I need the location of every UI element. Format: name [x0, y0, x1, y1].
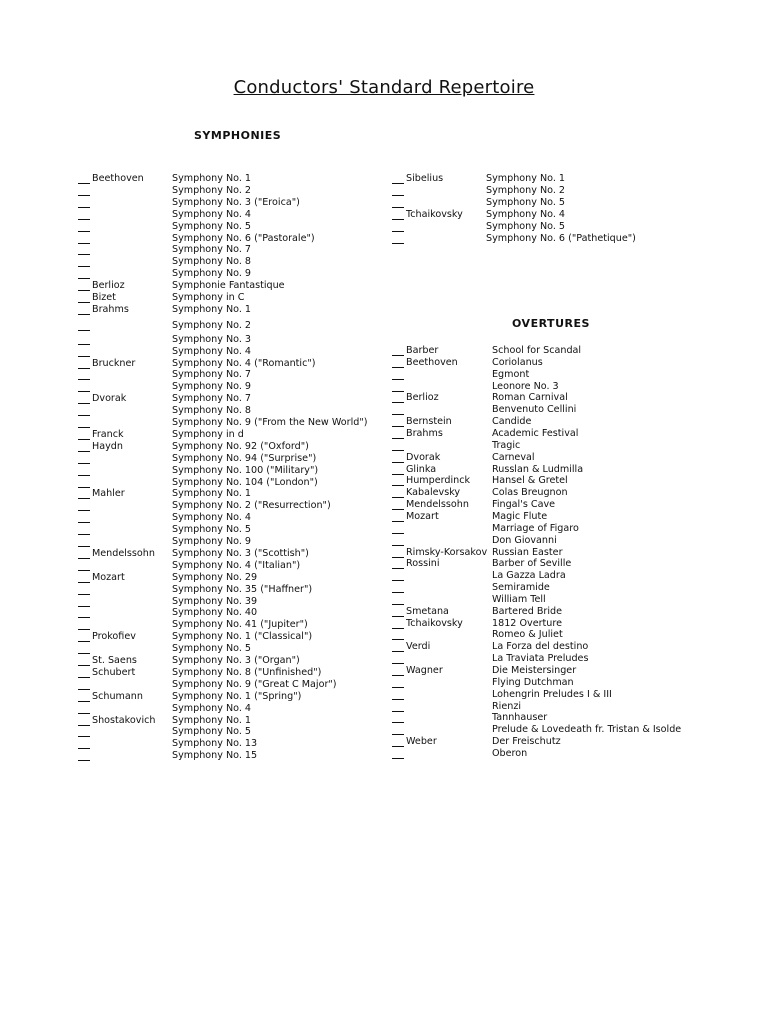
checkoff-blank [78, 760, 90, 761]
work-title: Die Meistersinger [492, 665, 577, 676]
composer-name: Berlioz [406, 392, 439, 404]
checkoff-blank [78, 290, 90, 291]
work-title: Magic Flute [492, 510, 548, 522]
checkoff-blank [392, 509, 404, 510]
work-title: La Forza del destino [492, 641, 589, 653]
checkoff-blank [78, 534, 90, 535]
work-title: Symphony No. 7 [172, 244, 252, 256]
checkoff-blank [392, 355, 404, 356]
checkoff-blank [78, 368, 90, 369]
checkoff-blank [78, 701, 90, 702]
checkoff-blank [392, 462, 404, 463]
checkoff-blank [78, 278, 90, 279]
work-title: Symphony No. 4 ("Romantic") [172, 357, 316, 369]
checkoff-blank [392, 207, 404, 208]
composer-name: Rimsky-Korsakov [406, 546, 488, 558]
work-title: Symphony No. 4 [172, 702, 252, 714]
checkoff-blank [392, 183, 404, 184]
work-title: La Gazza Ladra [492, 570, 566, 582]
checkoff-blank [392, 663, 404, 664]
work-title: Symphony No. 2 [172, 319, 252, 331]
work-title: Symphony No. 4 [172, 345, 252, 357]
composer-name: Bruckner [92, 357, 136, 369]
work-title: Prelude & Lovedeath fr. Tristan & Isolde [492, 724, 682, 736]
composer-name: Dvorak [92, 393, 127, 405]
checkoff-blank [78, 207, 90, 208]
work-title: Symphony No. 8 [172, 256, 252, 268]
work-title: Symphony No. 3 ("Organ") [172, 655, 300, 666]
checkoff-blank [392, 557, 404, 558]
checkoff-blank [78, 510, 90, 511]
composer-name: Glinka [406, 463, 437, 475]
work-title: Symphony No. 5 [486, 220, 566, 232]
work-title: Tannhauser [492, 712, 548, 724]
checkoff-blank [78, 606, 90, 607]
work-title: Symphony No. 4 ("Italian") [172, 559, 301, 571]
work-title: Symphony No. 3 ("Eroica") [172, 196, 300, 208]
work-title: Symphony No. 7 [172, 369, 252, 381]
work-title: Benvenuto Cellini [492, 404, 577, 416]
checkoff-blank [78, 677, 90, 678]
checkoff-blank [78, 243, 90, 244]
composer-name: Shostakovich [92, 714, 156, 726]
work-title: Romeo & Juliet [492, 629, 563, 641]
checkoff-blank [392, 604, 404, 605]
work-title: Coriolanus [492, 356, 543, 368]
work-title: Symphony No. 35 ("Haffner") [172, 583, 313, 595]
checkoff-blank [392, 243, 404, 244]
checkoff-blank [392, 687, 404, 688]
checkoff-blank [392, 545, 404, 546]
work-title: Symphony No. 8 [172, 405, 252, 417]
checkoff-blank [392, 231, 404, 232]
checkoff-blank [78, 415, 90, 416]
work-title: Symphony No. 9 ("From the New World") [172, 417, 368, 428]
work-title: Egmont [492, 368, 530, 380]
composer-name: Tchaikovsky [406, 617, 463, 629]
work-title: Symphony No. 1 [172, 488, 252, 500]
work-title: Symphony No. 104 ("London") [172, 476, 318, 488]
composer-name: Bernstein [406, 416, 452, 428]
checkoff-blank [392, 734, 404, 735]
checkoff-blank [392, 438, 404, 439]
work-title: Symphony No. 2 [486, 184, 566, 196]
work-title: Symphony No. 4 [486, 208, 566, 220]
composer-name: Beethoven [92, 173, 144, 184]
checkoff-blank [392, 521, 404, 522]
work-title: Symphony No. 15 [172, 750, 258, 762]
composer-name: Franck [92, 428, 124, 440]
work-title: Symphony No. 1 ("Classical") [172, 631, 313, 643]
work-title: Symphony No. 29 [172, 571, 258, 583]
work-title: La Traviata Preludes [492, 653, 589, 665]
work-title: Symphony No. 4 [172, 208, 252, 220]
work-title: Bartered Bride [492, 605, 563, 617]
checkoff-blank [78, 475, 90, 476]
work-title: Carneval [492, 451, 535, 463]
work-title: Fingal's Cave [492, 499, 556, 511]
checkoff-blank [78, 254, 90, 255]
checkoff-blank [78, 617, 90, 618]
checkoff-blank [392, 711, 404, 712]
composer-name: Verdi [406, 641, 431, 653]
work-title: Colas Breugnon [492, 487, 568, 499]
work-title: Symphony No. 9 [172, 381, 252, 393]
work-title: Symphony No. 5 [486, 196, 566, 208]
checkoff-blank [78, 736, 90, 737]
composer-name: Dvorak [406, 451, 441, 463]
checkoff-blank [78, 689, 90, 690]
work-title: Flying Dutchman [492, 676, 574, 688]
composer-name: Mendelssohn [406, 499, 469, 511]
work-title: Symphony No. 6 ("Pathetique") [486, 232, 636, 244]
page-title: Conductors' Standard Repertoire [233, 77, 535, 98]
work-title: Symphony No. 9 ("Great C Major") [172, 678, 337, 690]
work-title: Symphony No. 40 [172, 607, 258, 619]
checkoff-blank [392, 497, 404, 498]
checkoff-blank [392, 628, 404, 629]
checkoff-blank [392, 485, 404, 486]
work-title: Symphony No. 1 [172, 303, 252, 315]
checkoff-blank [392, 675, 404, 676]
work-title: Barber of Seville [492, 558, 572, 570]
checkoff-blank [392, 379, 404, 380]
checkoff-blank [392, 592, 404, 593]
work-title: Symphony No. 1 [172, 714, 252, 726]
work-title: Symphony No. 2 [172, 184, 252, 196]
composer-name: Bizet [92, 292, 116, 303]
composer-name: Wagner [406, 665, 443, 676]
work-title: Don Giovanni [492, 534, 557, 546]
work-title: Russian Easter [492, 546, 563, 558]
composer-name: Brahms [406, 428, 443, 439]
checkoff-blank [78, 725, 90, 726]
work-title: Hansel & Gretel [492, 475, 568, 487]
work-title: Symphony No. 7 [172, 393, 252, 405]
checkoff-blank [78, 266, 90, 267]
composer-name: Mozart [92, 571, 125, 583]
checkoff-blank [78, 451, 90, 452]
checkoff-blank [78, 594, 90, 595]
checkoff-blank [78, 653, 90, 654]
checkoff-blank [78, 302, 90, 303]
composer-name: Humperdinck [406, 475, 471, 487]
checkoff-blank [78, 195, 90, 196]
symphonies-heading: SYMPHONIES [194, 129, 282, 142]
work-title: Symphony No. 5 [172, 643, 252, 655]
checkoff-blank [78, 379, 90, 380]
work-title: Symphony No. 39 [172, 595, 258, 607]
checkoff-blank [78, 641, 90, 642]
composer-name: Prokofiev [92, 631, 136, 643]
composer-name: Kabalevsky [406, 487, 461, 499]
checkoff-blank [78, 427, 90, 428]
work-title: Semiramide [492, 582, 550, 593]
work-title: Symphony No. 1 [486, 173, 566, 184]
checkoff-blank [78, 713, 90, 714]
checkoff-blank [78, 558, 90, 559]
checkoff-blank [78, 748, 90, 749]
work-title: Symphony No. 13 [172, 738, 258, 750]
composer-name: Tchaikovsky [406, 208, 463, 220]
work-title: Symphony No. 6 ("Pastorale") [172, 232, 315, 244]
composer-name: St. Saens [92, 655, 137, 666]
composer-name: Mozart [406, 510, 439, 522]
composer-name: Rossini [406, 558, 440, 570]
checkoff-blank [392, 474, 404, 475]
work-title: Oberon [492, 747, 528, 759]
checkoff-blank [392, 758, 404, 759]
checkoff-blank [392, 402, 404, 403]
work-title: Academic Festival [492, 428, 579, 439]
composer-name: Mahler [92, 488, 125, 500]
composer-name: Berlioz [92, 280, 125, 292]
work-title: Symphony No. 1 [172, 173, 252, 184]
checkoff-blank [78, 391, 90, 392]
checkoff-blank [78, 231, 90, 232]
work-title: Symphony No. 94 ("Surprise") [172, 452, 317, 464]
checkoff-blank [78, 403, 90, 404]
checkoff-blank [392, 639, 404, 640]
work-title: Marriage of Figaro [492, 522, 579, 534]
checkoff-blank [392, 616, 404, 617]
checkoff-blank [78, 570, 90, 571]
work-title: Symphony No. 3 ("Scottish") [172, 547, 309, 559]
checkoff-blank [392, 651, 404, 652]
checkoff-blank [78, 314, 90, 315]
checkoff-blank [392, 367, 404, 368]
work-title: Symphonie Fantastique [172, 280, 285, 292]
composer-name: Beethoven [406, 356, 458, 368]
composer-name: Schumann [92, 690, 143, 702]
checkoff-blank [392, 722, 404, 723]
checkoff-blank [78, 546, 90, 547]
checkoff-blank [78, 629, 90, 630]
checkoff-blank [392, 426, 404, 427]
work-title: Lohengrin Preludes I & III [492, 688, 612, 700]
checkoff-blank [78, 582, 90, 583]
work-title: Symphony No. 9 [172, 268, 252, 280]
work-title: Roman Carnival [492, 392, 568, 404]
checkoff-blank [78, 463, 90, 464]
work-title: Symphony No. 9 [172, 536, 252, 547]
composer-name: Mendelssohn [92, 547, 155, 559]
work-title: Symphony No. 5 [172, 726, 252, 738]
checkoff-blank [78, 487, 90, 488]
checkoff-blank [392, 580, 404, 581]
work-title: Symphony No. 5 [172, 524, 252, 536]
checkoff-blank [392, 414, 404, 415]
work-title: Russlan & Ludmilla [492, 463, 584, 475]
checkoff-blank [78, 219, 90, 220]
work-title: Symphony No. 5 [172, 220, 252, 232]
checkoff-blank [78, 356, 90, 357]
work-title: Symphony No. 92 ("Oxford") [172, 440, 309, 452]
composer-name: Barber [406, 345, 439, 356]
checkoff-blank [78, 498, 90, 499]
work-title: School for Scandal [492, 345, 582, 356]
work-title: Symphony No. 41 ("Jupiter") [172, 619, 308, 631]
work-title: 1812 Overture [492, 617, 563, 629]
work-title: Der Freischutz [492, 736, 561, 748]
checkoff-blank [78, 183, 90, 184]
checkoff-blank [392, 391, 404, 392]
work-title: Rienzi [492, 700, 522, 712]
checkoff-blank [392, 568, 404, 569]
work-title: Symphony No. 100 ("Military") [172, 464, 319, 476]
work-title: Symphony No. 8 ("Unfinished") [172, 666, 322, 678]
work-title: Symphony in d [172, 428, 244, 440]
checkoff-blank [392, 450, 404, 451]
composer-name: Schubert [92, 666, 136, 678]
work-title: Tragic [492, 439, 521, 451]
checkoff-blank [392, 746, 404, 747]
work-title: Symphony No. 2 ("Resurrection") [172, 500, 331, 512]
work-title: Candide [492, 416, 532, 428]
checkoff-blank [78, 522, 90, 523]
work-title: William Tell [492, 593, 546, 605]
composer-name: Brahms [92, 303, 129, 315]
composer-name: Haydn [92, 440, 123, 452]
composer-name: Sibelius [406, 173, 444, 184]
checkoff-blank [78, 439, 90, 440]
work-title: Symphony No. 1 ("Spring") [172, 690, 302, 702]
composer-name: Weber [406, 736, 437, 748]
checkoff-blank [392, 699, 404, 700]
composer-name: Smetana [406, 605, 449, 617]
checkoff-blank [392, 533, 404, 534]
checkoff-blank [78, 665, 90, 666]
checkoff-blank [78, 344, 90, 345]
work-title: Symphony No. 3 [172, 333, 252, 345]
checkoff-blank [392, 195, 404, 196]
checkoff-blank [78, 330, 90, 331]
work-title: Leonore No. 3 [492, 380, 559, 392]
overtures-heading: OVERTURES [512, 317, 590, 330]
work-title: Symphony No. 4 [172, 512, 252, 524]
work-title: Symphony in C [172, 292, 245, 303]
checkoff-blank [392, 219, 404, 220]
